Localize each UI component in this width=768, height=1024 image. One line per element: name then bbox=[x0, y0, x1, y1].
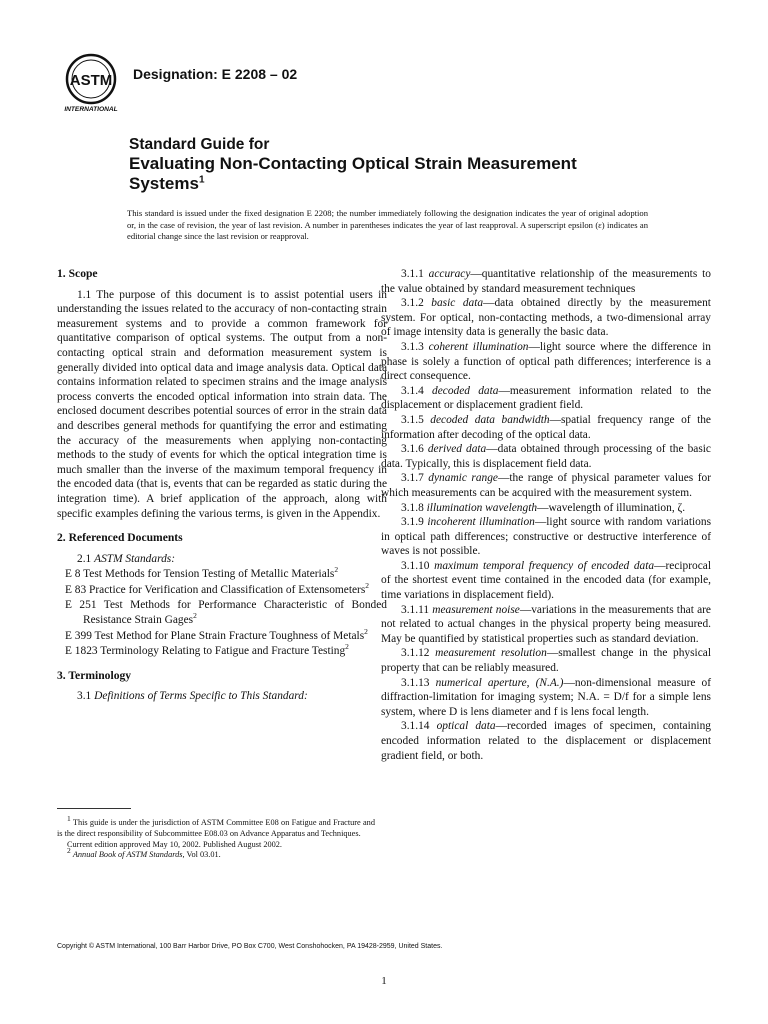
title-line-1: Standard Guide for bbox=[129, 136, 270, 153]
reference-item: E 8 Test Methods for Tension Testing of Metallic Materials$^2$ bbox=[65, 565, 339, 581]
definition-item: 3.1.7 dynamic range—the range of physical parameter values for which measurements can be acquired with the measurement system. bbox=[381, 472, 712, 499]
title-footnote-mark: 1 bbox=[198, 174, 205, 186]
left-column bbox=[57, 267, 387, 704]
designation: Designation: E 2208 – 02 bbox=[133, 66, 298, 82]
definition-item: 3.1.10 maximum temporal frequency of encoded data—reciprocal of the shortest event time contained in the encoded data (for example, time variations in displacement field). bbox=[381, 559, 711, 602]
definition-item: 3.1.1 accuracy—quantitative relationship of the measurements to the value obtained by standard measurement techniques bbox=[381, 268, 711, 295]
definitions-intro: 3.1 Definitions of Terms Specific to This Standard: bbox=[77, 690, 308, 703]
referenced-documents-heading: 2. Referenced Documents bbox=[57, 531, 183, 545]
footnote-1: $^1$ This guide is under the jurisdiction of ASTM Committee E08 on Fatigue and Fracture and is the direct responsibility of Subcommittee E08.03 on Advance Apparatus and Techniques. bbox=[57, 814, 375, 838]
definition-item: 3.1.2 basic data—data obtained directly by the measurement system. For optical, non-contacting methods, a two-dimensional array of image intensity data is generally the basic data. bbox=[381, 297, 711, 339]
astm-logo bbox=[58, 52, 124, 114]
reference-item: E 251 Test Methods for Performance Characteristic of Bonded Resistance Strain Gages$^2$ bbox=[65, 599, 387, 627]
definition-item: 3.1.3 coherent illumination—light source where the difference in phase is solely a function of optical path differences; interference is a direct consequence. bbox=[381, 340, 712, 383]
definition-item: 3.1.14 optical data—recorded images of specimen, containing encoded information related to the displacement or displacement gradient field, or both. bbox=[381, 720, 711, 762]
definition-item: 3.1.11 measurement noise—variations in the measurements that are not related to actual changes in the physical property being measured. May be quantified by statistical properties such as standard deviation. bbox=[381, 603, 711, 645]
scope-paragraph: 1.1 The purpose of this document is to assist potential users in understanding the issues related to the accuracy of non-contacting strain measurement systems and to provide a common framework for quantitative comparison of optical systems. The output from a non-contacting optical strain and deformation measurement system is generally divided into optical data and image analysis data. Optical data contains information related to specimen strains and the image analysis process converts the encoded optical information into strain data. The enclosed document describes potential sources of error in the strain data and describes general methods for quantifying the error and estimating the accuracy of the measurements when applying non-contacting methods to the study of events for which the optical integration time is much smaller than the inverse of the maximum temporal frequency in the encoded data (that is, events that can be regarded as static during the integration time). A brief application of the approach, along with specific examples defining the various terms, is given in the Appendix. bbox=[57, 288, 387, 520]
edition-note: Current edition approved May 10, 2002. Published August 2002. bbox=[67, 839, 283, 849]
document-title bbox=[129, 135, 689, 194]
definition-item: 3.1.8 illumination wavelength—wavelength of illumination, ζ. bbox=[401, 501, 686, 514]
definition-item: 3.1.4 decoded data—measurement information related to the displacement or displacement gradient field. bbox=[381, 384, 712, 412]
definition-item: 3.1.6 derived data—data obtained through processing of the basic data. Typically, this is displacement field data. bbox=[381, 443, 711, 470]
definition-item: 3.1.9 incoherent illumination—light source with random variations in optical path differences; constructive or destructive interference of waves is not possible. bbox=[381, 516, 711, 558]
logo-subtext: INTERNATIONAL bbox=[64, 106, 118, 113]
right-column bbox=[381, 267, 711, 763]
scope-heading: 1. Scope bbox=[57, 267, 98, 280]
footnotes bbox=[57, 814, 375, 861]
definition-item: 3.1.13 numerical aperture, (N.A.)—non-dimensional measure of diffraction-limitation for imaging system; N.A. = D/f for a simple lens system, where D is lens diameter and f is lens focal length. bbox=[381, 676, 711, 718]
title-line-3: Systems$^1$ bbox=[129, 174, 205, 193]
issue-note: This standard is issued under the fixed designation E 2208; the number immediately following the designation indicates the year of original adoption or, in the case of revision, the year of last revision. A number in parentheses indicates the year of last reapproval. A superscript epsilon (ε) indicates an editorial change since the last revision or reapproval. bbox=[127, 208, 648, 242]
copyright-line: Copyright © ASTM International, 100 Barr Harbor Drive, PO Box C700, West Conshohocken, PA 19428-2959, United States. bbox=[57, 943, 443, 950]
astm-standards-line: 2.1 ASTM Standards: bbox=[77, 552, 176, 565]
page-number: 1 bbox=[381, 975, 387, 987]
reference-item: E 83 Practice for Verification and Classification of Extensometers$^2$ bbox=[65, 581, 370, 596]
footnote-divider bbox=[57, 808, 131, 809]
reference-item: E 1823 Terminology Relating to Fatigue and Fracture Testing$^2$ bbox=[65, 642, 349, 658]
definition-item: 3.1.12 measurement resolution—smallest change in the physical property that can be reliably measured. bbox=[381, 647, 711, 675]
logo-text: ASTM bbox=[69, 72, 113, 89]
reference-item: E 399 Test Method for Plane Strain Fracture Toughness of Metals$^2$ bbox=[65, 626, 368, 642]
definition-item: 3.1.5 decoded data bandwidth—spatial frequency range of the information after decoding of the optical data. bbox=[381, 413, 711, 441]
title-line-2: Evaluating Non-Contacting Optical Strain Measurement bbox=[129, 154, 577, 173]
reference-list bbox=[57, 567, 387, 659]
footnote-2: $^2$ Annual Book of ASTM Standards, Vol 03.01. bbox=[67, 846, 221, 860]
terminology-heading: 3. Terminology bbox=[57, 668, 132, 682]
